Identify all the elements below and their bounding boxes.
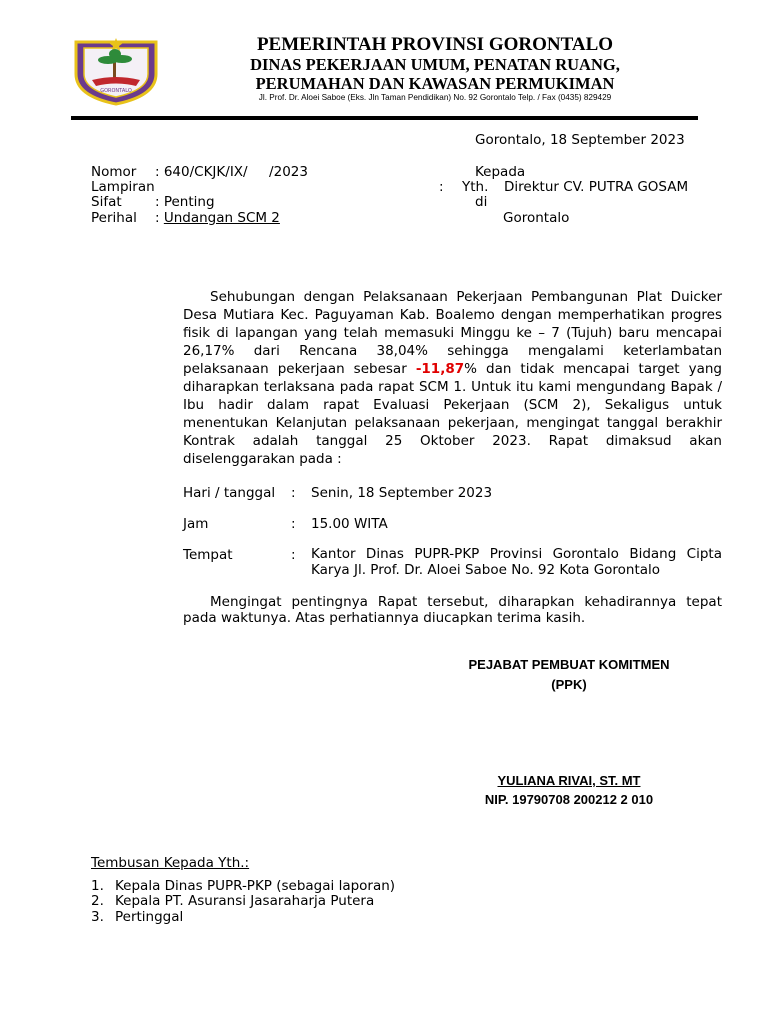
nomor-value: : 640/CKJK/IX/ /2023 <box>155 164 308 180</box>
signatory-name-text: YULIANA RIVAI, ST. MT <box>497 773 641 788</box>
cc-number-1: 1. <box>91 878 104 894</box>
cc-number-2: 2. <box>91 893 104 909</box>
signature-subtitle: (PPK) <box>551 677 587 692</box>
header-divider <box>71 116 698 120</box>
recipient-di: di <box>475 194 488 210</box>
body-paragraph-2: Mengingat pentingnya Rapat tersebut, diharapkan kehadirannya tepat pada waktunya. Atas perhatiannya diucapkan terima kasih. <box>183 594 722 626</box>
sifat-value: : Penting <box>155 194 215 210</box>
nomor-label: Nomor <box>91 164 137 180</box>
letter-date: Gorontalo, 18 September 2023 <box>475 132 685 148</box>
recipient-yth: Yth. <box>462 179 489 195</box>
delay-percentage: -11,87 <box>415 361 465 377</box>
tempat-label: Tempat <box>183 547 233 563</box>
perihal-label: Perihal <box>91 210 137 226</box>
cc-item-3: Pertinggal <box>115 909 184 925</box>
perihal-row <box>155 210 280 226</box>
header-department-line2: PERUMAHAN DAN KAWASAN PERMUKIMAN <box>255 74 615 93</box>
header-government-name: PEMERINTAH PROVINSI GORONTALO <box>256 34 614 55</box>
cc-item-2: Kepala PT. Asuransi Jasaraharja Putera <box>115 893 375 909</box>
sifat-label: Sifat <box>91 194 122 210</box>
hari-label: Hari / tanggal <box>183 485 276 501</box>
paragraph-text: % dan tidak mencapai target yang diharapkan terlaksana pada rapat SCM 1. Untuk itu kami mengundang Bapak / Ibu hadir dalam rapat Evaluasi Pekerjaan (SCM 2), Sekaligus untuk menentukan Kelanjutan pelaksanaan pekerjaan, mengingat tanggal berakhir Kontrak adalah tanggal 25 Oktober 2023. Rapat dimaksud akan diselenggarakan pada : <box>183 361 723 467</box>
tempat-colon: : <box>291 547 296 563</box>
jam-value: 15.00 WITA <box>311 516 388 532</box>
cc-number-3: 3. <box>91 909 104 925</box>
header-address: Jl. Prof. Dr. Aloei Saboe (Eks. Jln Taman Pendidikan) No. 92 Gorontalo Telp. / Fax (0435) 829429 <box>258 93 612 102</box>
svg-text:GORONTALO: GORONTALO <box>100 88 132 94</box>
signatory-name <box>439 773 699 788</box>
perihal-colon: : <box>155 210 164 226</box>
hari-colon: : <box>291 485 296 501</box>
cc-heading: Tembusan Kepada Yth.: <box>91 855 250 871</box>
recipient-city: Gorontalo <box>503 210 570 226</box>
header-department-line1: DINAS PEKERJAAN UMUM, PENATAN RUANG, <box>250 55 620 74</box>
tempat-value: Kantor Dinas PUPR-PKP Provinsi Gorontalo Bidang Cipta Karya Jl. Prof. Dr. Aloei Saboe No. 92 Kota Gorontalo <box>311 546 722 578</box>
jam-colon: : <box>291 516 296 532</box>
recipient-kepada: Kepada <box>475 164 526 180</box>
paragraph-text: Sehubungan dengan Pelaksanaan Pekerjaan Pembangunan Plat Duicker Desa Mutiara Kec. Paguyaman Kab. Boalemo dengan memperhatikan progres fisik di lapangan yang telah memasuki Minggu ke – 7 (Tujuh) baru mencapai 26,17% dari Rencana 38,04% sehingga mengalami keterlambatan pelaksanaan pekerjaan sebesar <box>183 289 722 377</box>
lampiran-colon: : <box>439 179 444 195</box>
nip-value: . 19790708 200212 2 010 <box>504 792 654 807</box>
provincial-emblem-logo <box>72 34 160 106</box>
body-paragraph-1 <box>183 288 722 468</box>
recipient-name: Direktur CV. PUTRA GOSAM <box>504 179 689 195</box>
nip-label: NIP <box>484 792 505 807</box>
cc-item-1: Kepala Dinas PUPR-PKP (sebagai laporan) <box>115 878 396 894</box>
perihal-value: Undangan SCM 2 <box>163 210 280 226</box>
hari-value: Senin, 18 September 2023 <box>311 485 493 501</box>
signature-title: PEJABAT PEMBUAT KOMITMEN <box>468 657 670 672</box>
lampiran-label: Lampiran <box>91 179 155 195</box>
signatory-nip <box>439 792 699 807</box>
jam-label: Jam <box>183 516 209 532</box>
